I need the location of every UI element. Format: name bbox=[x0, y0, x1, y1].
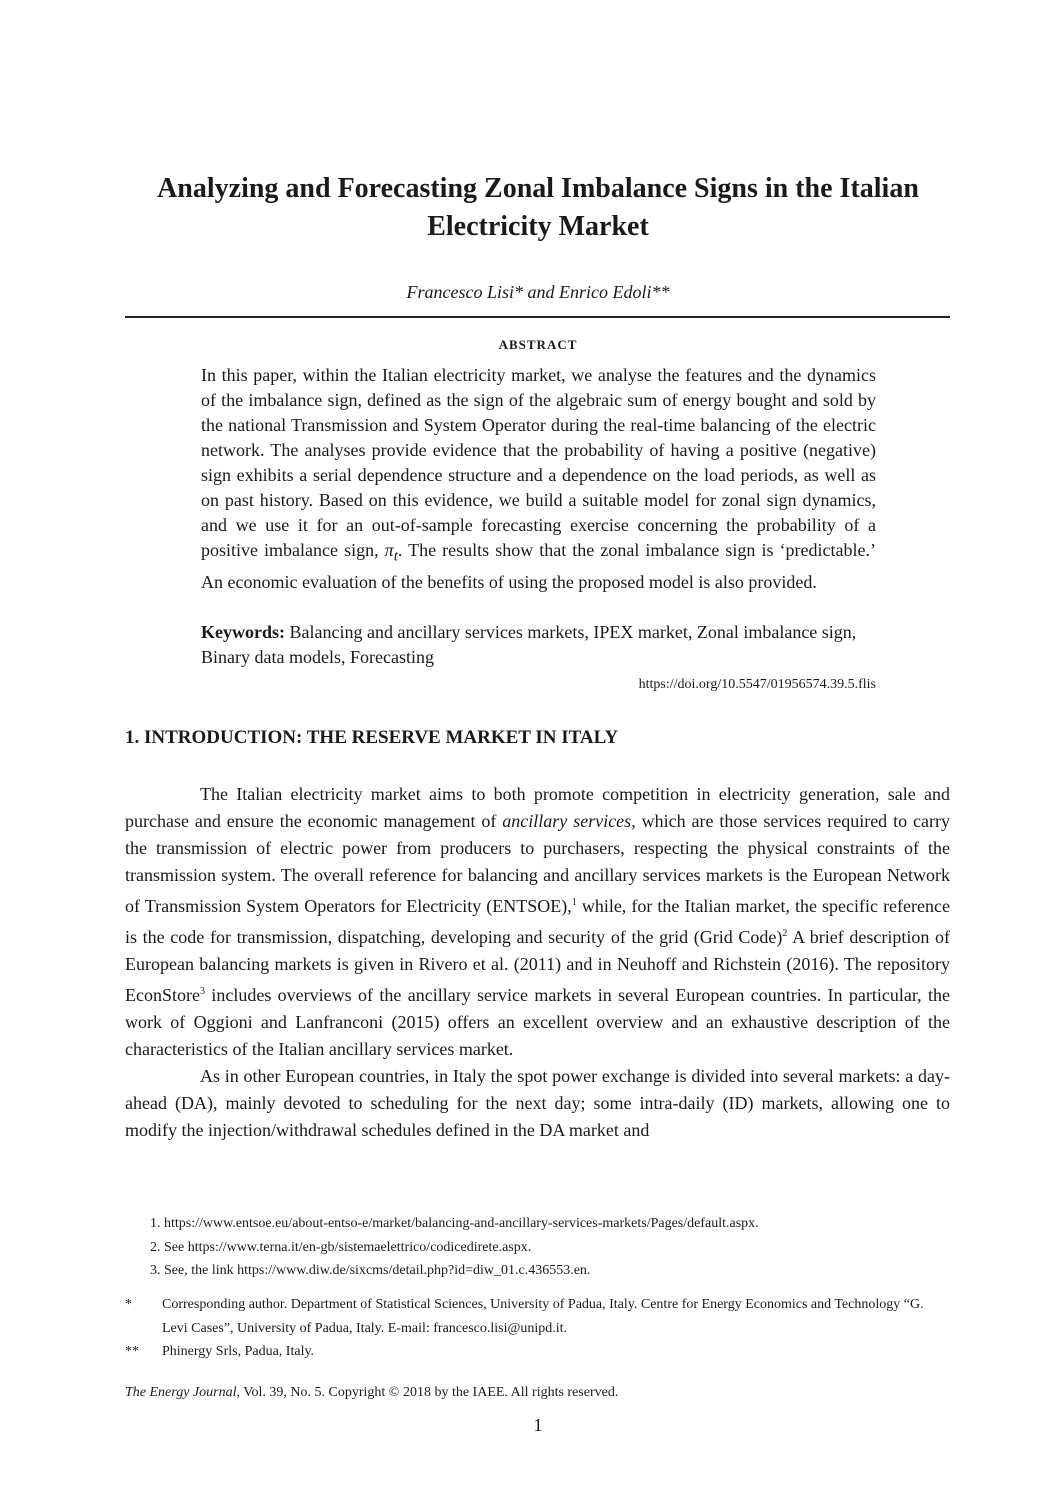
keywords bbox=[201, 620, 876, 670]
author-note-2 bbox=[125, 1340, 950, 1364]
abstract-part2: . The results show that the zonal imbalance sign is ‘predictable.’ An economic evaluation of the benefits of using the proposed model is also provided. bbox=[201, 540, 876, 592]
body-text bbox=[125, 781, 950, 1144]
p1-text-e: includes overviews of the ancillary service markets in several European countries. In particular, the work of Oggioni and Lanfranconi (2015) offers an excellent overview and an exhaustive description of the characteristics of the Italian ancillary services market. bbox=[125, 985, 950, 1059]
author-note-2-text: Phinergy Srls, Padua, Italy. bbox=[162, 1344, 315, 1359]
doi-link[interactable]: https://doi.org/10.5547/01956574.39.5.flis bbox=[638, 677, 876, 692]
journal-name: The Energy Journal bbox=[125, 1385, 237, 1400]
abstract-part1: In this paper, within the Italian electricity market, we analyse the features and the dynamics of the imbalance sign, defined as the sign of the algebraic sum of energy bought and sold by the national Transmission and System Operator during the real-time balancing of the electric network. The analyses provide evidence that the probability of having a positive (negative) sign exhibits a serial dependence structure and a dependence on the load periods, as well as on past history. Based on this evidence, we build a suitable model for zonal sign dynamics, and we use it for an out-of-sample forecasting exercise concerning the probability of a positive imbalance sign, bbox=[201, 365, 876, 560]
header-rule bbox=[125, 316, 950, 318]
footnote-3: 3. See, the link https://www.diw.de/sixcms/detail.php?id=diw_01.c.436553.en. bbox=[150, 1263, 591, 1278]
paper-title: Analyzing and Forecasting Zonal Imbalance Signs in the Italian Electricity Market bbox=[157, 173, 919, 242]
footnote-2: 2. See https://www.terna.it/en-gb/sistemaelettrico/codicedirete.aspx. bbox=[150, 1239, 532, 1255]
author-note-1-mark: * bbox=[125, 1297, 132, 1312]
footnote-1: 1. https://www.entsoe.eu/about-entso-e/market/balancing-and-ancillary-services-markets/Pages/default.aspx. bbox=[150, 1216, 759, 1231]
footnote-ref-1[interactable]: 1 bbox=[571, 897, 577, 908]
paragraph-1 bbox=[125, 781, 950, 1063]
journal-footer bbox=[125, 1385, 618, 1401]
abstract-heading: ABSTRACT bbox=[498, 337, 578, 352]
author-note-1-text: Corresponding author. Department of Statistical Sciences, University of Padua, Italy. Centre for Energy Economics and Technology “G. Levi Cases”, University of Padua, Italy. E-mail: francesco.lisi@unipd.it. bbox=[162, 1297, 924, 1336]
author-note-1 bbox=[125, 1293, 950, 1340]
p1-italic-term: ancillary services bbox=[502, 811, 632, 831]
author-list: Francesco Lisi* and Enrico Edoli** bbox=[406, 282, 670, 302]
p1-text-a: The Italian electricity market aims to both promote competition in electricity generation, sale and purchase and ensure the economic management of bbox=[125, 784, 950, 831]
pi-subscript: t bbox=[393, 548, 398, 565]
page-number: 1 bbox=[533, 1415, 543, 1435]
abstract-text bbox=[201, 363, 876, 595]
paragraph-2: As in other European countries, in Italy the spot power exchange is divided into several markets: a day-ahead (DA), mainly devoted to scheduling for the next day; some intra-daily (ID) markets, allowing one to modify the injection/withdrawal schedules defined in the DA market and bbox=[125, 1066, 950, 1140]
keywords-text: Balancing and ancillary services markets, IPEX market, Zonal imbalance sign, Binary data models, Forecasting bbox=[201, 622, 857, 667]
footnotes bbox=[150, 1212, 950, 1283]
author-notes bbox=[125, 1293, 950, 1364]
journal-info: , Vol. 39, No. 5. Copyright © 2018 by the IAEE. All rights reserved. bbox=[236, 1385, 619, 1400]
p1-text-c: while, for the Italian market, the specific reference is the code for transmission, dispatching, developing and security of the grid (Grid Code) bbox=[125, 896, 950, 947]
author-note-2-mark: ** bbox=[125, 1344, 139, 1359]
footnote-ref-3[interactable]: 3 bbox=[199, 986, 205, 997]
keywords-label: Keywords: bbox=[201, 622, 285, 642]
pi-symbol: π bbox=[384, 540, 394, 560]
p1-text-d: A brief description of European balancing markets is given in Rivero et al. (2011) and in Neuhoff and Richstein (2016). The repository EconStore bbox=[125, 927, 951, 1005]
footnote-ref-2[interactable]: 2 bbox=[782, 928, 788, 939]
p1-text-b: , which are those services required to carry the transmission of electric power from producers to purchasers, respecting the physical constraints of the transmission system. The overall reference for balancing and ancillary services markets is the European Network of Transmission System Operators for Electricity (ENTSOE), bbox=[125, 811, 950, 916]
section-title: 1. INTRODUCTION: THE RESERVE MARKET IN ITALY bbox=[125, 727, 619, 748]
